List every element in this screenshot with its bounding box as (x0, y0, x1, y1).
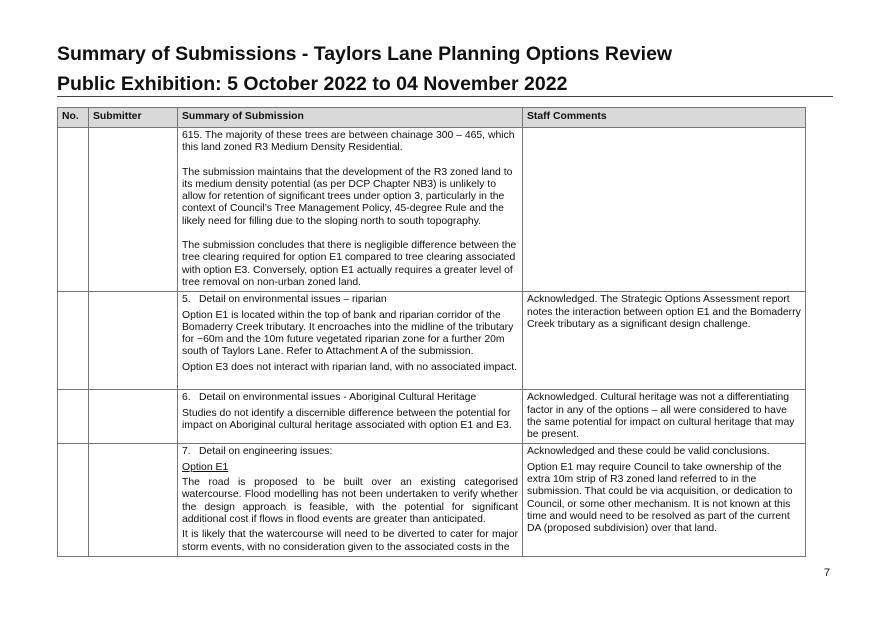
page-number: 7 (823, 567, 830, 579)
table-row (58, 128, 806, 292)
cell-summary (178, 444, 523, 556)
summary-paragraph: The submission concludes that there is negligible difference between the tree clearing required for option E1 compared to tree clearing associated with option E3. Conversely, option E1 actually requires a greater level of tree removal on non-urban zoned land. (182, 240, 517, 288)
cell-submitter (89, 444, 178, 556)
cell-submitter (89, 292, 178, 390)
cell-staff-comments (523, 444, 806, 556)
cell-no (58, 390, 89, 444)
cell-summary (178, 128, 523, 292)
cell-staff-comments (523, 390, 806, 444)
heading-text: Detail on engineering issues: (199, 446, 333, 458)
summary-paragraph: It is likely that the watercourse will need to be diverted to cater for major storm events, with no consideration given to the associated costs in the (182, 529, 518, 553)
column-header-staff-comments: Staff Comments (523, 108, 806, 128)
heading-number: 7. (182, 446, 191, 458)
cell-no (58, 444, 89, 556)
heading-number: 5. (182, 294, 191, 306)
cell-submitter (89, 390, 178, 444)
comment-paragraph: Option E1 may require Council to take ownership of the extra 10m strip of R3 zoned land referred to in the submission. That could be via acquisition, or dedication to Council, or some other mechanism. It is not known at this time and would need to be resolved as part of the current DA (proposed subdivision) over that land. (527, 461, 793, 535)
summary-paragraph: Option E1 is located within the top of bank and riparian corridor of the Bomaderry Creek tributary. It encroaches into the midline of the tributary for ~60m and the 10m future vegetated riparian zone for a further 20m south of Taylors Lane. Refer to Attachment A of the submission. (182, 309, 514, 358)
summary-paragraph: The road is proposed to be built over an existing categorised watercourse. Flood modelling has not been undertaken to verify whether the design approach is feasible, with the potential for significant additional cost if flows in flood events are greater than anticipated. (182, 477, 518, 525)
column-header-no: No. (58, 108, 89, 128)
heading-text: Detail on environmental issues – riparian (199, 294, 387, 306)
column-header-submitter: Submitter (89, 108, 178, 128)
cell-submitter (89, 128, 178, 292)
summary-paragraph: The submission maintains that the development of the R3 zoned land to its medium density potential (as per DCP Chapter NB3) is unlikely to allow for retention of significant trees under option 3, particularly in the context of Council’s Tree Management Policy, 45-degree Rule and the likely need for filling due to the sloping north to south topography. (182, 166, 513, 227)
summary-paragraph: Option E3 does not interact with riparian land, with no associated impact. (182, 361, 517, 373)
cell-no (58, 128, 89, 292)
summary-heading (182, 294, 518, 306)
summary-paragraph: Studies do not identify a discernible difference between the potential for impact on Aboriginal cultural heritage associated with option E1 and E3. (182, 407, 512, 431)
comment-paragraph: Acknowledged and these could be valid conclusions. (527, 446, 770, 458)
table-row (58, 292, 806, 390)
summary-subheading: Option E1 (182, 461, 229, 473)
summary-heading (182, 446, 518, 458)
heading-number: 6. (182, 392, 191, 404)
cell-staff-comments (523, 292, 806, 390)
table-row (58, 444, 806, 556)
cell-no (58, 292, 89, 390)
cell-staff-comments (523, 128, 806, 292)
table-header-row (58, 108, 806, 128)
cell-summary (178, 292, 523, 390)
summary-heading (182, 392, 518, 404)
column-header-summary: Summary of Submission (178, 108, 523, 128)
comment-paragraph: Acknowledged. The Strategic Options Assessment report notes the interaction between option E1 and the Bomaderry Creek tributary as a significant design challenge. (527, 294, 801, 330)
cell-summary (178, 390, 523, 444)
summary-paragraph: 615. The majority of these trees are between chainage 300 – 465, which this land zoned R3 Medium Density Residential. (182, 130, 515, 154)
heading-text: Detail on environmental issues - Aboriginal Cultural Heritage (199, 392, 477, 404)
comment-paragraph: Acknowledged. Cultural heritage was not a differentiating factor in any of the options – all were considered to have the same potential for impact on cultural heritage that may be present. (527, 392, 795, 441)
document-subtitle: Public Exhibition: 5 October 2022 to 04 November 2022 (57, 73, 568, 95)
title-rule (57, 96, 833, 97)
submissions-table (57, 107, 806, 557)
document-title: Summary of Submissions - Taylors Lane Planning Options Review (57, 43, 673, 65)
table-row (58, 390, 806, 444)
